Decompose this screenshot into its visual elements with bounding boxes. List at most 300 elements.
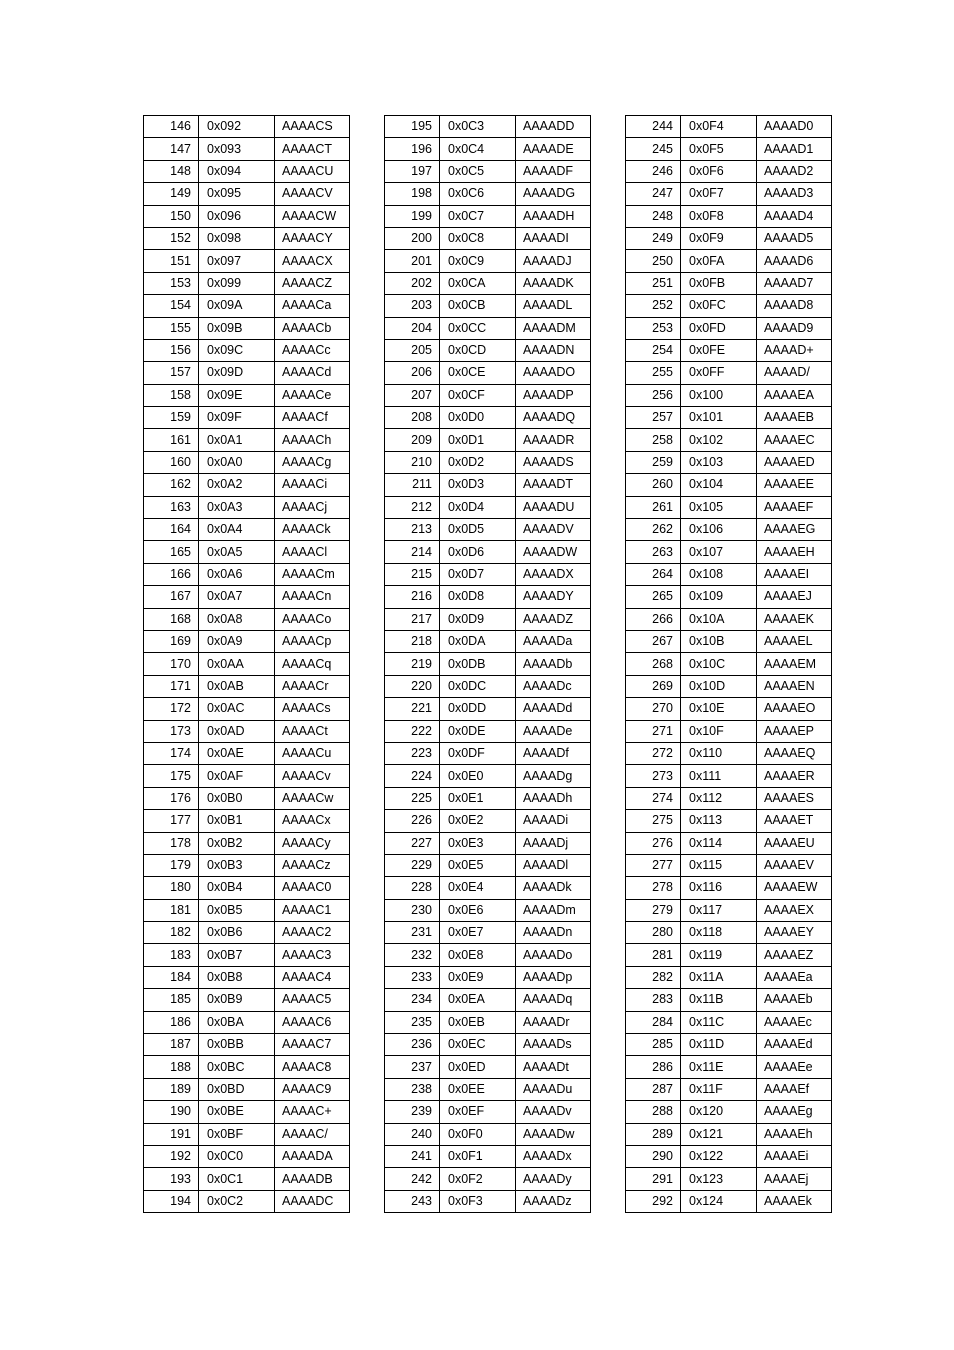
table-row xyxy=(385,720,591,742)
table-row xyxy=(385,742,591,764)
table-row xyxy=(385,227,591,249)
decimal-cell: 241 xyxy=(385,1145,440,1167)
code-cell: AAAAEJ xyxy=(757,586,832,608)
table-row xyxy=(144,317,350,339)
code-cell: AAAADh xyxy=(516,787,591,809)
hex-cell: 0x0EC xyxy=(440,1034,516,1056)
table-row xyxy=(626,966,832,988)
hex-cell: 0x0F5 xyxy=(681,138,757,160)
hex-cell: 0x10E xyxy=(681,698,757,720)
decimal-cell: 283 xyxy=(626,989,681,1011)
decimal-cell: 253 xyxy=(626,317,681,339)
code-table-body xyxy=(626,116,832,1213)
code-cell: AAAACl xyxy=(275,541,350,563)
table-row xyxy=(144,854,350,876)
decimal-cell: 225 xyxy=(385,787,440,809)
table-row xyxy=(385,832,591,854)
decimal-cell: 276 xyxy=(626,832,681,854)
table-row xyxy=(626,519,832,541)
hex-cell: 0x0E5 xyxy=(440,854,516,876)
code-cell: AAAAEA xyxy=(757,384,832,406)
hex-cell: 0x0F7 xyxy=(681,183,757,205)
table-row xyxy=(385,563,591,585)
table-row xyxy=(626,989,832,1011)
hex-cell: 0x0E6 xyxy=(440,899,516,921)
hex-cell: 0x0AF xyxy=(199,765,275,787)
decimal-cell: 185 xyxy=(144,989,199,1011)
decimal-cell: 236 xyxy=(385,1034,440,1056)
decimal-cell: 263 xyxy=(626,541,681,563)
decimal-cell: 255 xyxy=(626,362,681,384)
code-cell: AAAAED xyxy=(757,451,832,473)
hex-cell: 0x110 xyxy=(681,742,757,764)
decimal-cell: 233 xyxy=(385,966,440,988)
hex-cell: 0x0C7 xyxy=(440,205,516,227)
table-row xyxy=(144,362,350,384)
code-cell: AAAADC xyxy=(275,1190,350,1212)
table-row xyxy=(385,653,591,675)
code-cell: AAAAEV xyxy=(757,854,832,876)
code-cell: AAAAET xyxy=(757,810,832,832)
code-cell: AAAAEQ xyxy=(757,742,832,764)
decimal-cell: 153 xyxy=(144,272,199,294)
code-cell: AAAADu xyxy=(516,1078,591,1100)
hex-cell: 0x0F9 xyxy=(681,227,757,249)
table-row xyxy=(626,899,832,921)
code-cell: AAAAEK xyxy=(757,608,832,630)
decimal-cell: 246 xyxy=(626,160,681,182)
table-row xyxy=(144,787,350,809)
hex-cell: 0x0A5 xyxy=(199,541,275,563)
table-row xyxy=(144,1145,350,1167)
hex-cell: 0x0B4 xyxy=(199,877,275,899)
code-cell: AAAADr xyxy=(516,1011,591,1033)
hex-cell: 0x112 xyxy=(681,787,757,809)
decimal-cell: 157 xyxy=(144,362,199,384)
hex-cell: 0x105 xyxy=(681,496,757,518)
code-cell: AAAADS xyxy=(516,451,591,473)
code-cell: AAAAEP xyxy=(757,720,832,742)
decimal-cell: 173 xyxy=(144,720,199,742)
decimal-cell: 269 xyxy=(626,675,681,697)
hex-cell: 0x09A xyxy=(199,295,275,317)
hex-cell: 0x122 xyxy=(681,1145,757,1167)
code-cell: AAAADk xyxy=(516,877,591,899)
code-cell: AAAAEF xyxy=(757,496,832,518)
hex-cell: 0x0BB xyxy=(199,1034,275,1056)
table-row xyxy=(626,563,832,585)
decimal-cell: 262 xyxy=(626,519,681,541)
code-cell: AAAACf xyxy=(275,407,350,429)
decimal-cell: 252 xyxy=(626,295,681,317)
code-cell: AAAAEk xyxy=(757,1190,832,1212)
code-cell: AAAADn xyxy=(516,922,591,944)
table-row xyxy=(626,832,832,854)
table-row xyxy=(144,272,350,294)
code-cell: AAAACe xyxy=(275,384,350,406)
table-row xyxy=(626,474,832,496)
decimal-cell: 218 xyxy=(385,630,440,652)
hex-cell: 0x104 xyxy=(681,474,757,496)
table-row xyxy=(626,630,832,652)
code-cell: AAAADl xyxy=(516,854,591,876)
decimal-cell: 250 xyxy=(626,250,681,272)
code-cell: AAAADA xyxy=(275,1145,350,1167)
code-cell: AAAAD8 xyxy=(757,295,832,317)
code-cell: AAAACY xyxy=(275,227,350,249)
decimal-cell: 168 xyxy=(144,608,199,630)
table-row xyxy=(144,451,350,473)
hex-cell: 0x123 xyxy=(681,1168,757,1190)
code-cell: AAAACm xyxy=(275,563,350,585)
table-row xyxy=(385,944,591,966)
code-cell: AAAAEB xyxy=(757,407,832,429)
decimal-cell: 259 xyxy=(626,451,681,473)
table-row xyxy=(385,877,591,899)
code-cell: AAAAEc xyxy=(757,1011,832,1033)
hex-cell: 0x10A xyxy=(681,608,757,630)
table-row xyxy=(626,1078,832,1100)
hex-cell: 0x107 xyxy=(681,541,757,563)
table-row xyxy=(144,810,350,832)
hex-cell: 0x0BF xyxy=(199,1123,275,1145)
hex-cell: 0x0D6 xyxy=(440,541,516,563)
code-cell: AAAADj xyxy=(516,832,591,854)
decimal-cell: 209 xyxy=(385,429,440,451)
decimal-cell: 264 xyxy=(626,563,681,585)
decimal-cell: 195 xyxy=(385,116,440,138)
decimal-cell: 162 xyxy=(144,474,199,496)
decimal-cell: 245 xyxy=(626,138,681,160)
hex-cell: 0x0B8 xyxy=(199,966,275,988)
hex-cell: 0x0CE xyxy=(440,362,516,384)
hex-cell: 0x0C2 xyxy=(199,1190,275,1212)
code-cell: AAAACt xyxy=(275,720,350,742)
code-cell: AAAAD5 xyxy=(757,227,832,249)
decimal-cell: 244 xyxy=(626,116,681,138)
table-row xyxy=(626,384,832,406)
code-cell: AAAAEE xyxy=(757,474,832,496)
table-row xyxy=(385,272,591,294)
table-row xyxy=(626,922,832,944)
code-cell: AAAAD1 xyxy=(757,138,832,160)
table-row xyxy=(144,989,350,1011)
table-row xyxy=(385,339,591,361)
code-cell: AAAADJ xyxy=(516,250,591,272)
hex-cell: 0x0B9 xyxy=(199,989,275,1011)
table-row xyxy=(144,474,350,496)
code-cell: AAAAEU xyxy=(757,832,832,854)
code-cell: AAAAC7 xyxy=(275,1034,350,1056)
hex-cell: 0x0CA xyxy=(440,272,516,294)
hex-cell: 0x0D3 xyxy=(440,474,516,496)
decimal-cell: 267 xyxy=(626,630,681,652)
code-cell: AAAADI xyxy=(516,227,591,249)
decimal-cell: 265 xyxy=(626,586,681,608)
decimal-cell: 223 xyxy=(385,742,440,764)
hex-cell: 0x103 xyxy=(681,451,757,473)
table-row xyxy=(385,519,591,541)
decimal-cell: 189 xyxy=(144,1078,199,1100)
hex-cell: 0x09F xyxy=(199,407,275,429)
hex-cell: 0x114 xyxy=(681,832,757,854)
table-row xyxy=(144,138,350,160)
code-cell: AAAAEN xyxy=(757,675,832,697)
hex-cell: 0x09B xyxy=(199,317,275,339)
table-row xyxy=(144,698,350,720)
hex-cell: 0x10F xyxy=(681,720,757,742)
hex-cell: 0x099 xyxy=(199,272,275,294)
hex-cell: 0x0C8 xyxy=(440,227,516,249)
hex-cell: 0x0F2 xyxy=(440,1168,516,1190)
code-cell: AAAAEI xyxy=(757,563,832,585)
code-cell: AAAACb xyxy=(275,317,350,339)
table-row xyxy=(144,339,350,361)
hex-cell: 0x0BE xyxy=(199,1101,275,1123)
table-row xyxy=(626,227,832,249)
decimal-cell: 275 xyxy=(626,810,681,832)
hex-cell: 0x10B xyxy=(681,630,757,652)
table-row xyxy=(385,1034,591,1056)
table-row xyxy=(144,832,350,854)
code-cell: AAAAEf xyxy=(757,1078,832,1100)
hex-cell: 0x0F1 xyxy=(440,1145,516,1167)
decimal-cell: 277 xyxy=(626,854,681,876)
hex-cell: 0x0E2 xyxy=(440,810,516,832)
hex-cell: 0x11D xyxy=(681,1034,757,1056)
decimal-cell: 159 xyxy=(144,407,199,429)
code-cell: AAAAEa xyxy=(757,966,832,988)
code-cell: AAAAD7 xyxy=(757,272,832,294)
code-cell: AAAAC3 xyxy=(275,944,350,966)
hex-cell: 0x093 xyxy=(199,138,275,160)
decimal-cell: 219 xyxy=(385,653,440,675)
table-row xyxy=(144,429,350,451)
hex-cell: 0x11B xyxy=(681,989,757,1011)
decimal-cell: 287 xyxy=(626,1078,681,1100)
hex-cell: 0x102 xyxy=(681,429,757,451)
decimal-cell: 187 xyxy=(144,1034,199,1056)
decimal-cell: 213 xyxy=(385,519,440,541)
code-cell: AAAACW xyxy=(275,205,350,227)
table-row xyxy=(385,474,591,496)
table-row xyxy=(385,183,591,205)
hex-cell: 0x0B3 xyxy=(199,854,275,876)
hex-cell: 0x106 xyxy=(681,519,757,541)
table-row xyxy=(626,742,832,764)
code-cell: AAAADp xyxy=(516,966,591,988)
table-row xyxy=(626,1190,832,1212)
decimal-cell: 240 xyxy=(385,1123,440,1145)
hex-cell: 0x111 xyxy=(681,765,757,787)
decimal-cell: 151 xyxy=(144,250,199,272)
table-row xyxy=(626,205,832,227)
table-row xyxy=(385,1145,591,1167)
code-cell: AAAADv xyxy=(516,1101,591,1123)
decimal-cell: 256 xyxy=(626,384,681,406)
decimal-cell: 221 xyxy=(385,698,440,720)
decimal-cell: 149 xyxy=(144,183,199,205)
code-cell: AAAAC2 xyxy=(275,922,350,944)
hex-cell: 0x0CF xyxy=(440,384,516,406)
decimal-cell: 281 xyxy=(626,944,681,966)
decimal-cell: 202 xyxy=(385,272,440,294)
decimal-cell: 175 xyxy=(144,765,199,787)
code-cell: AAAADU xyxy=(516,496,591,518)
table-row xyxy=(626,317,832,339)
table-row xyxy=(385,250,591,272)
table-row xyxy=(144,384,350,406)
decimal-cell: 211 xyxy=(385,474,440,496)
table-row xyxy=(144,630,350,652)
decimal-cell: 258 xyxy=(626,429,681,451)
hex-cell: 0x0B6 xyxy=(199,922,275,944)
decimal-cell: 155 xyxy=(144,317,199,339)
decimal-cell: 230 xyxy=(385,899,440,921)
decimal-cell: 180 xyxy=(144,877,199,899)
decimal-cell: 166 xyxy=(144,563,199,585)
code-cell: AAAAEC xyxy=(757,429,832,451)
code-cell: AAAACa xyxy=(275,295,350,317)
code-cell: AAAACU xyxy=(275,160,350,182)
decimal-cell: 198 xyxy=(385,183,440,205)
hex-cell: 0x11C xyxy=(681,1011,757,1033)
decimal-cell: 169 xyxy=(144,630,199,652)
hex-cell: 0x120 xyxy=(681,1101,757,1123)
code-cell: AAAADK xyxy=(516,272,591,294)
table-row xyxy=(144,608,350,630)
table-row xyxy=(144,1056,350,1078)
hex-cell: 0x092 xyxy=(199,116,275,138)
hex-cell: 0x0D8 xyxy=(440,586,516,608)
decimal-cell: 234 xyxy=(385,989,440,1011)
hex-cell: 0x0D2 xyxy=(440,451,516,473)
code-cell: AAAACg xyxy=(275,451,350,473)
table-row xyxy=(626,653,832,675)
table-row xyxy=(385,1056,591,1078)
table-row xyxy=(385,698,591,720)
table-row xyxy=(385,899,591,921)
decimal-cell: 248 xyxy=(626,205,681,227)
table-row xyxy=(626,429,832,451)
table-row xyxy=(144,1011,350,1033)
table-row xyxy=(385,295,591,317)
decimal-cell: 184 xyxy=(144,966,199,988)
code-cell: AAAAC9 xyxy=(275,1078,350,1100)
decimal-cell: 178 xyxy=(144,832,199,854)
hex-cell: 0x0E3 xyxy=(440,832,516,854)
table-row xyxy=(144,653,350,675)
code-cell: AAAAES xyxy=(757,787,832,809)
decimal-cell: 183 xyxy=(144,944,199,966)
hex-cell: 0x0D7 xyxy=(440,563,516,585)
hex-cell: 0x0D0 xyxy=(440,407,516,429)
table-row xyxy=(626,339,832,361)
code-cell: AAAADD xyxy=(516,116,591,138)
decimal-cell: 260 xyxy=(626,474,681,496)
decimal-cell: 290 xyxy=(626,1145,681,1167)
decimal-cell: 291 xyxy=(626,1168,681,1190)
decimal-cell: 220 xyxy=(385,675,440,697)
code-cell: AAAADq xyxy=(516,989,591,1011)
table-row xyxy=(385,1190,591,1212)
table-row xyxy=(144,205,350,227)
table-row xyxy=(626,1034,832,1056)
table-row xyxy=(385,966,591,988)
hex-cell: 0x109 xyxy=(681,586,757,608)
code-table-2 xyxy=(384,115,591,1213)
code-cell: AAAACw xyxy=(275,787,350,809)
code-cell: AAAADg xyxy=(516,765,591,787)
hex-cell: 0x0CD xyxy=(440,339,516,361)
table-row xyxy=(626,1011,832,1033)
decimal-cell: 165 xyxy=(144,541,199,563)
decimal-cell: 228 xyxy=(385,877,440,899)
code-cell: AAAAD3 xyxy=(757,183,832,205)
hex-cell: 0x0EA xyxy=(440,989,516,1011)
code-cell: AAAAEj xyxy=(757,1168,832,1190)
hex-cell: 0x09C xyxy=(199,339,275,361)
table-row xyxy=(626,1056,832,1078)
code-cell: AAAACZ xyxy=(275,272,350,294)
hex-cell: 0x0CC xyxy=(440,317,516,339)
table-row xyxy=(626,116,832,138)
hex-cell: 0x0C9 xyxy=(440,250,516,272)
decimal-cell: 197 xyxy=(385,160,440,182)
table-row xyxy=(626,160,832,182)
code-cell: AAAADM xyxy=(516,317,591,339)
table-row xyxy=(385,138,591,160)
table-row xyxy=(144,1168,350,1190)
hex-cell: 0x0FE xyxy=(681,339,757,361)
decimal-cell: 191 xyxy=(144,1123,199,1145)
code-cell: AAAAD0 xyxy=(757,116,832,138)
table-row xyxy=(626,1101,832,1123)
table-row xyxy=(385,1101,591,1123)
decimal-cell: 174 xyxy=(144,742,199,764)
decimal-cell: 288 xyxy=(626,1101,681,1123)
code-cell: AAAACy xyxy=(275,832,350,854)
hex-cell: 0x0FC xyxy=(681,295,757,317)
decimal-cell: 235 xyxy=(385,1011,440,1033)
code-cell: AAAADe xyxy=(516,720,591,742)
hex-cell: 0x09D xyxy=(199,362,275,384)
hex-cell: 0x0F8 xyxy=(681,205,757,227)
table-row xyxy=(626,451,832,473)
table-row xyxy=(144,675,350,697)
decimal-cell: 146 xyxy=(144,116,199,138)
code-cell: AAAAEY xyxy=(757,922,832,944)
code-table-1 xyxy=(143,115,350,1213)
hex-cell: 0x0E4 xyxy=(440,877,516,899)
table-row xyxy=(385,1011,591,1033)
table-row xyxy=(144,563,350,585)
table-row xyxy=(626,362,832,384)
code-cell: AAAADt xyxy=(516,1056,591,1078)
decimal-cell: 214 xyxy=(385,541,440,563)
code-cell: AAAADR xyxy=(516,429,591,451)
decimal-cell: 207 xyxy=(385,384,440,406)
table-row xyxy=(144,250,350,272)
hex-cell: 0x0E9 xyxy=(440,966,516,988)
code-cell: AAAAD/ xyxy=(757,362,832,384)
decimal-cell: 247 xyxy=(626,183,681,205)
hex-cell: 0x118 xyxy=(681,922,757,944)
hex-cell: 0x0B5 xyxy=(199,899,275,921)
decimal-cell: 199 xyxy=(385,205,440,227)
hex-cell: 0x11E xyxy=(681,1056,757,1078)
hex-cell: 0x0E8 xyxy=(440,944,516,966)
